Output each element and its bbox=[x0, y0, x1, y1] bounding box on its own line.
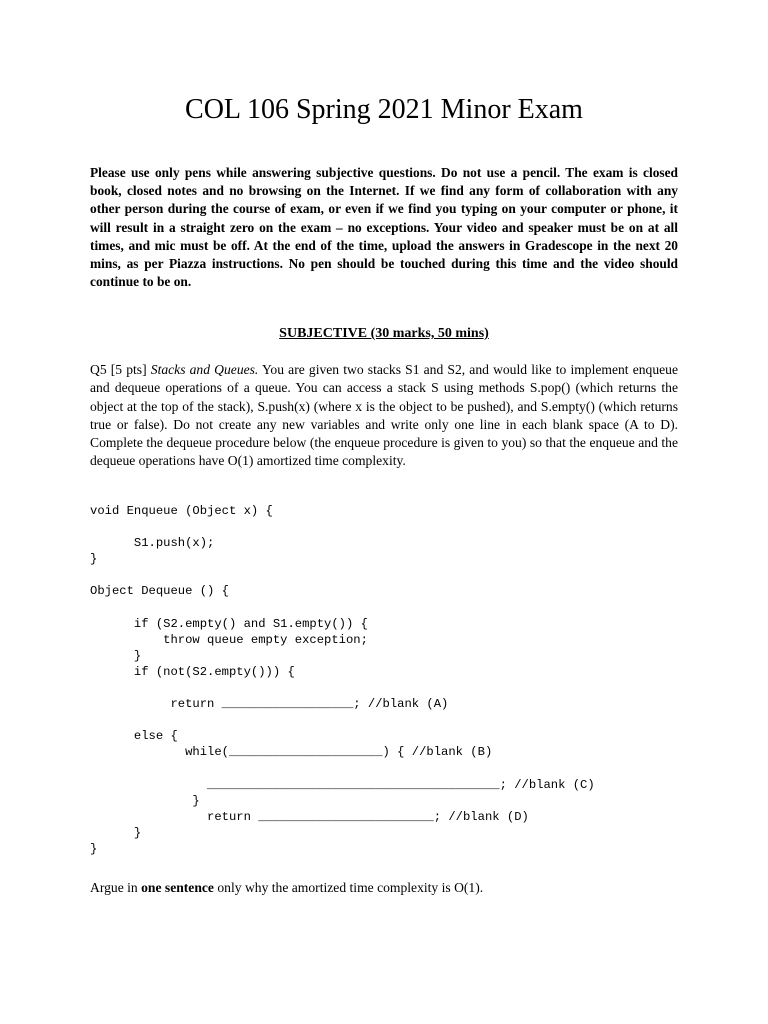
argue-prompt bbox=[90, 879, 678, 897]
question-text bbox=[90, 361, 678, 471]
argue-emphasis: one sentence bbox=[141, 880, 214, 895]
argue-after: only why the amortized time complexity is O(1). bbox=[213, 880, 484, 895]
question-body: You are given two stacks S1 and S2, and would like to implement enqueue and dequeue operations of a queue. You can access a stack S using methods S.pop() (which returns the object at the top of the stack), S.push(x) (where x is the object to be pushed), and S.empty() (which returns true or false). Do not create any new variables and write only one line in each blank space (A to D). Complete the dequeue procedure below (the enqueue procedure is given to you) so that the enqueue and the dequeue operations have O(1) amortized time complexity. bbox=[90, 362, 679, 469]
argue-before: Argue in bbox=[90, 880, 142, 895]
exam-instructions: Please use only pens while answering subjective questions. Do not use a pencil. The exam is closed book, closed notes and no browsing on the Internet. If we find any form of collaboration with any other person during the course of exam, or even if we find you typing on your computer or phone, it will result in a straight zero on the exam – no exceptions. Your video and speaker must be on at all times, and mic must be off. At the end of the time, upload the answers in Gradescope in the next 20 mins, as per Piazza instructions. No pen should be touched during this time and the video should continue to be on. bbox=[90, 165, 678, 290]
exam-title: COL 106 Spring 2021 Minor Exam bbox=[185, 94, 583, 125]
code-block: void Enqueue (Object x) { S1.push(x); } Object Dequeue () { if (S2.empty() and S1.empty()) { throw queue empty exception; } if (not(S2.empty())) { return __________________; //blank (A) else { while(_____________________) { //blank (B) ________________________________________; //blank (C) } return ________________________; //blank (D) } } bbox=[90, 504, 595, 856]
section-heading: SUBJECTIVE (30 marks, 50 mins) bbox=[279, 326, 489, 341]
question-prefix: Q5 [5 pts] bbox=[90, 362, 151, 377]
question-topic: Stacks and Queues. bbox=[150, 362, 259, 377]
